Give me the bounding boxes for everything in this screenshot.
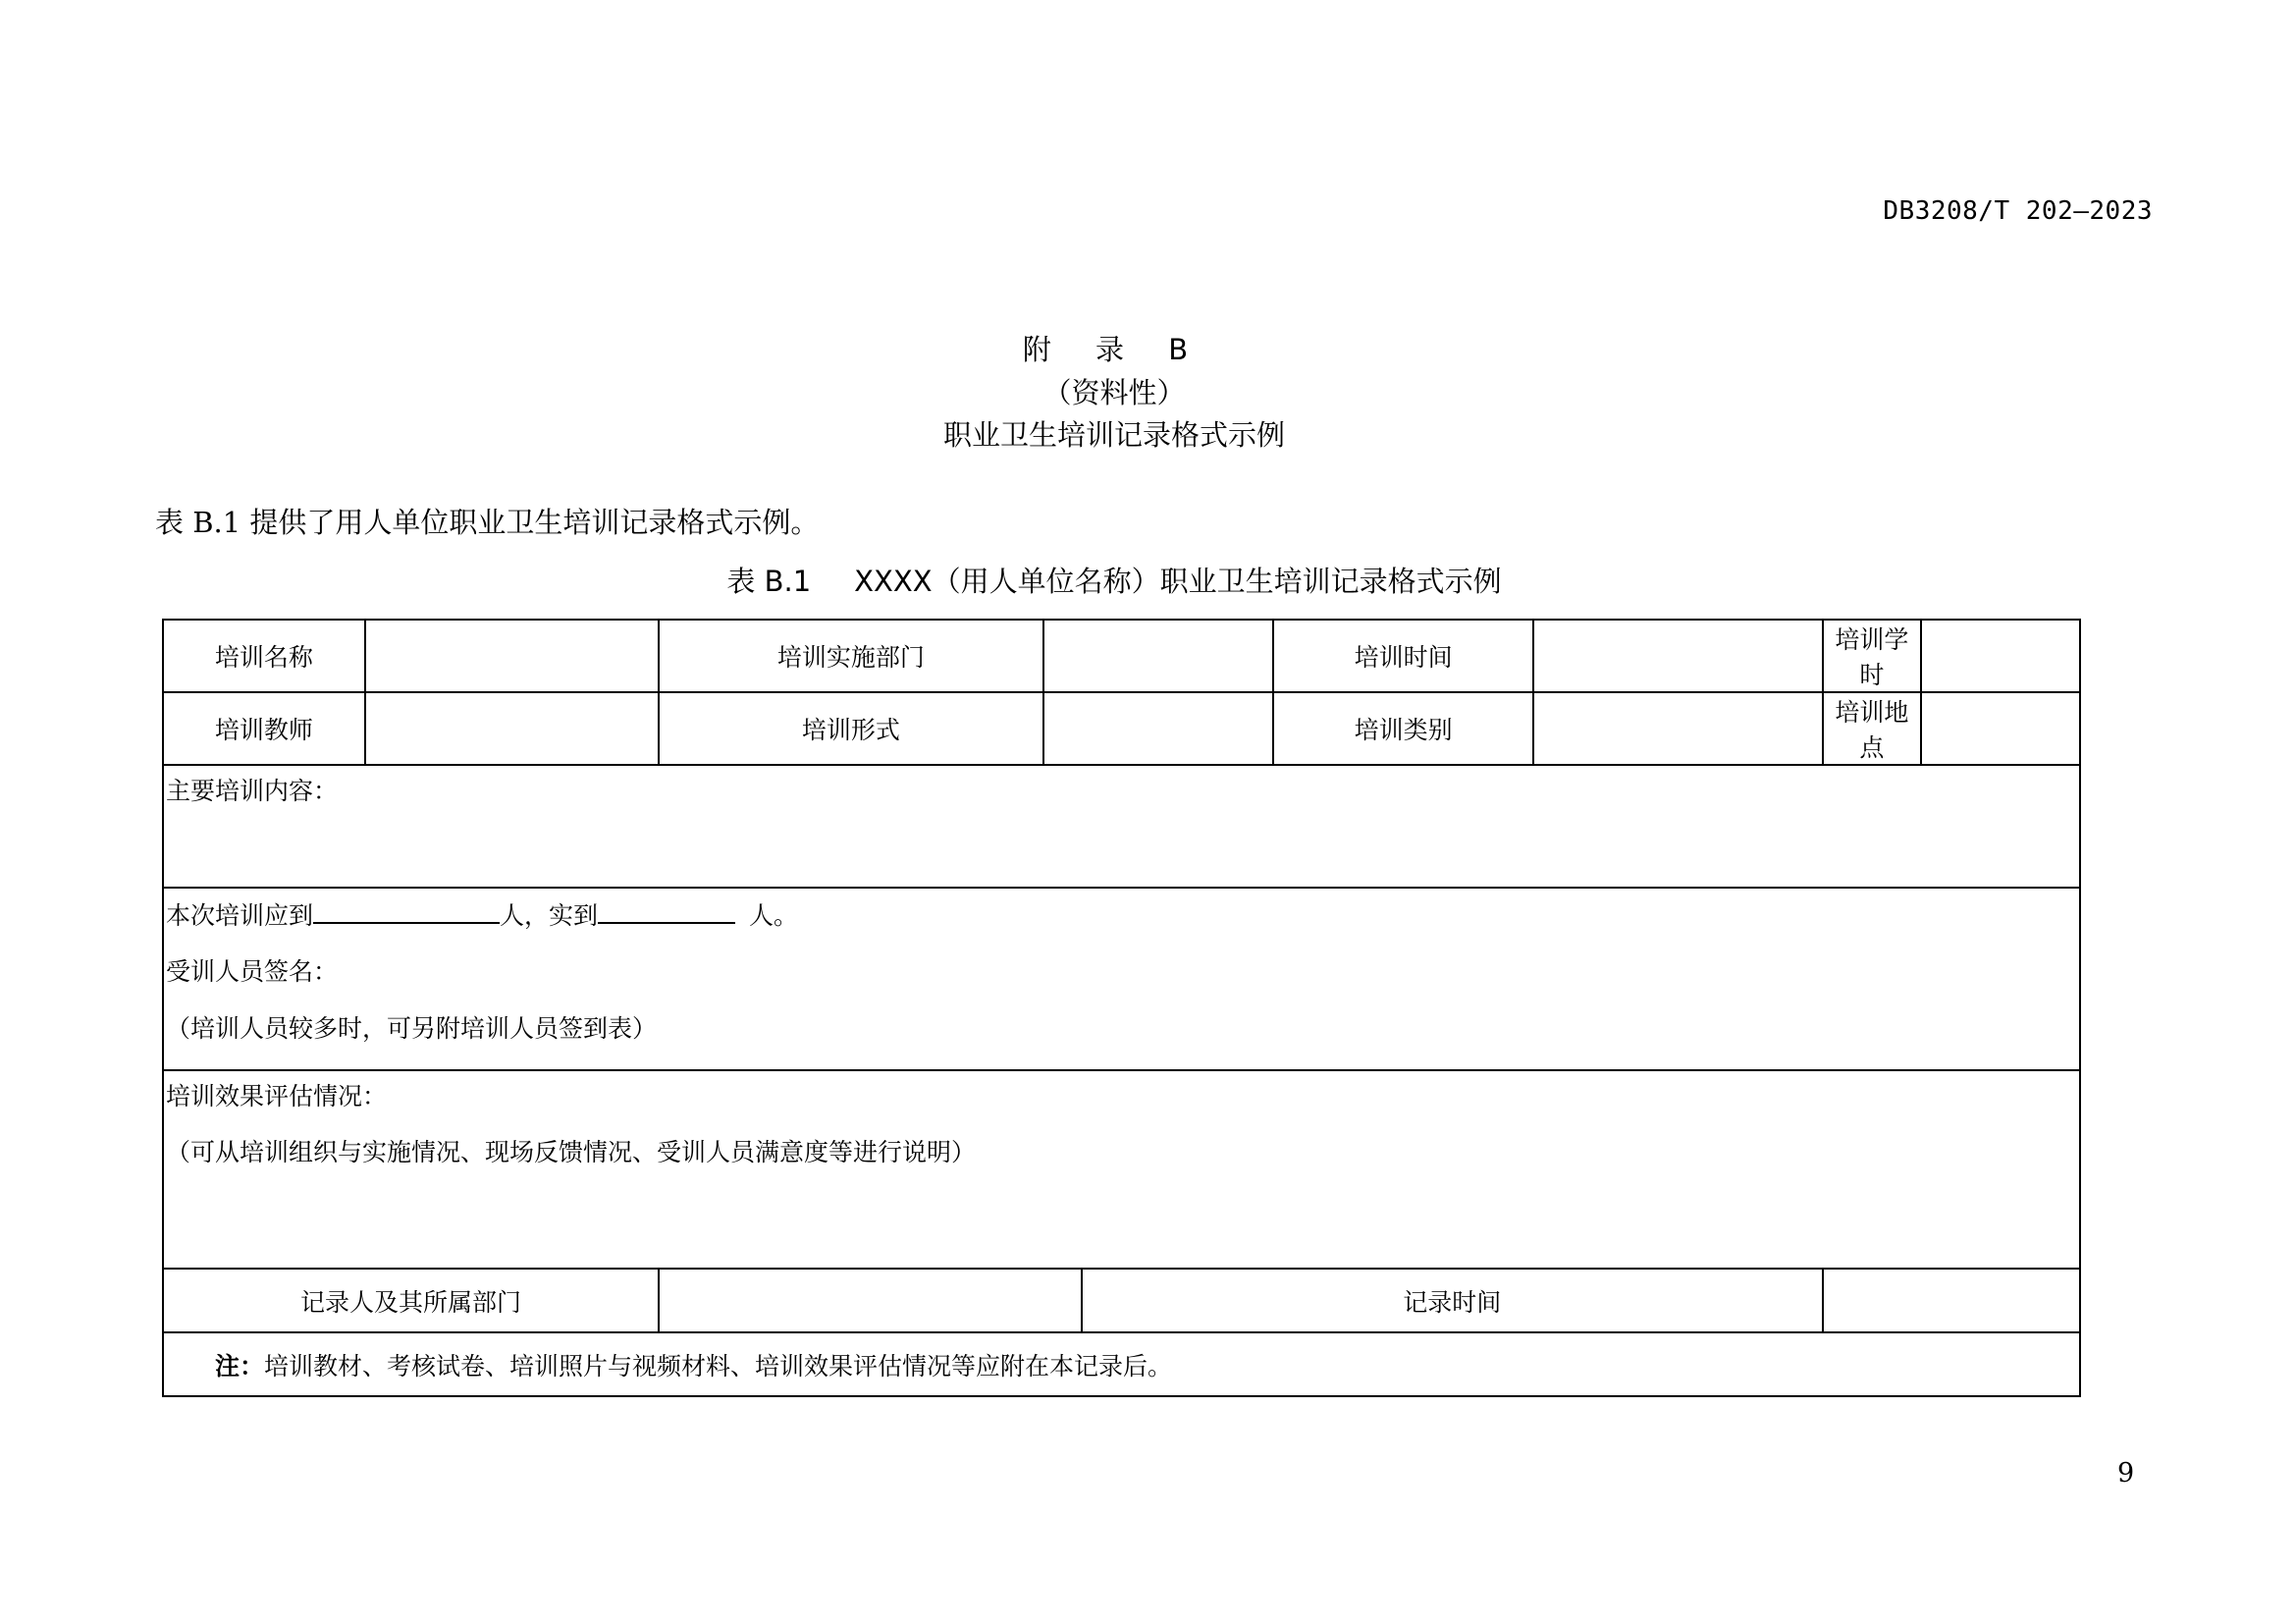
training-name-value[interactable] xyxy=(365,620,659,692)
signature-note: （培训人员较多时，可另附培训人员签到表） xyxy=(166,1013,658,1043)
training-name-label: 培训名称 xyxy=(163,620,365,692)
record-time-value[interactable] xyxy=(1823,1269,2080,1332)
training-time-label: 培训时间 xyxy=(1273,620,1533,692)
evaluation-label: 培训效果评估情况： xyxy=(166,1082,388,1110)
training-form-value[interactable] xyxy=(1043,692,1274,765)
table-row xyxy=(163,888,2080,1070)
main-content-cell[interactable] xyxy=(163,765,2080,888)
appendix-title: 职业卫生培训记录格式示例 xyxy=(942,418,1285,452)
table-caption-title: XXXX（用人单位名称）职业卫生培训记录格式示例 xyxy=(854,565,1502,598)
signature-label: 受训人员签名： xyxy=(166,957,339,987)
main-content-label: 主要培训内容： xyxy=(166,777,339,805)
training-teacher-label: 培训教师 xyxy=(163,692,365,765)
training-hours-value[interactable] xyxy=(1921,620,2080,692)
training-record-table xyxy=(162,619,2081,1397)
training-category-label: 培训类别 xyxy=(1273,692,1533,765)
attendance-cell[interactable] xyxy=(163,888,2080,1070)
evaluation-note: （可从培训组织与实施情况、现场反馈情况、受训人员满意度等进行说明） xyxy=(166,1138,977,1167)
expected-count-blank[interactable] xyxy=(313,898,500,924)
attendance-middle: 人，实到 xyxy=(500,901,599,930)
document-code: DB3208/T 202—2023 xyxy=(1883,196,2153,226)
training-location-value[interactable] xyxy=(1921,692,2080,765)
table-row xyxy=(163,692,2080,765)
table-row xyxy=(163,1332,2080,1396)
recorder-label: 记录人及其所属部门 xyxy=(163,1269,659,1332)
training-category-value[interactable] xyxy=(1533,692,1823,765)
table-row xyxy=(163,1070,2080,1269)
training-location-label: 培训地点 xyxy=(1823,692,1922,765)
training-hours-label: 培训学时 xyxy=(1823,620,1922,692)
attendance-prefix: 本次培训应到 xyxy=(166,901,314,930)
note-cell xyxy=(163,1332,2080,1396)
actual-count-blank[interactable] xyxy=(598,898,735,924)
table-caption xyxy=(0,560,2228,600)
table-caption-number: 表 B.1 xyxy=(726,565,812,598)
intro-text: 表 B.1 提供了用人单位职业卫生培训记录格式示例。 xyxy=(155,506,820,539)
training-department-value[interactable] xyxy=(1043,620,1274,692)
appendix-kind: （资料性） xyxy=(1042,376,1186,409)
training-teacher-value[interactable] xyxy=(365,692,659,765)
table-row xyxy=(163,620,2080,692)
training-department-label: 培训实施部门 xyxy=(659,620,1043,692)
note-text: 培训教材、考核试卷、培训照片与视频材料、培训效果评估情况等应附在本记录后。 xyxy=(264,1351,1173,1380)
appendix-label: 附 录 B xyxy=(1022,333,1206,366)
table-row xyxy=(163,765,2080,888)
table-row xyxy=(163,1269,2080,1332)
page-number: 9 xyxy=(2117,1458,2135,1489)
record-time-label: 记录时间 xyxy=(1082,1269,1823,1332)
note-label: 注： xyxy=(215,1351,265,1380)
attendance-line xyxy=(166,898,2077,931)
attendance-suffix: 人。 xyxy=(749,901,799,930)
training-time-value[interactable] xyxy=(1533,620,1823,692)
training-form-label: 培训形式 xyxy=(659,692,1043,765)
recorder-value[interactable] xyxy=(659,1269,1082,1332)
evaluation-cell[interactable] xyxy=(163,1070,2080,1269)
